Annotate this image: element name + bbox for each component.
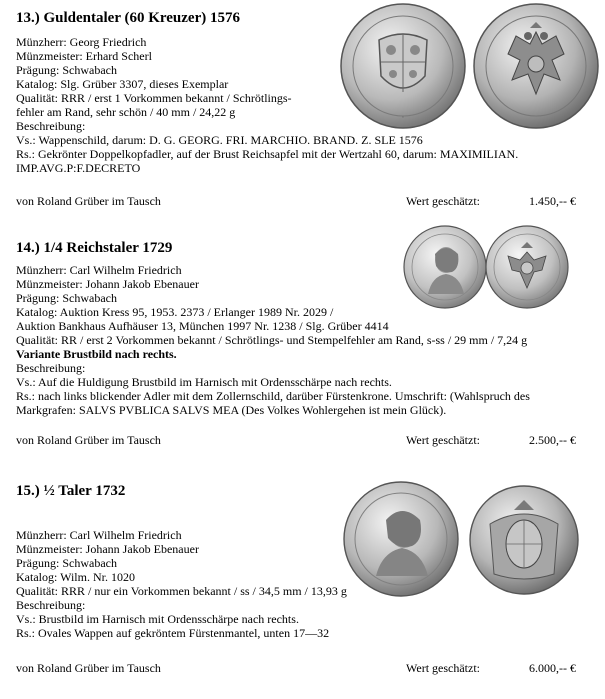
- entry-line: Qualität: RRR / erst 1 Vorkommen bekannt / Schrötlings-: [16, 91, 292, 105]
- entry-line: Qualität: RR / erst 2 Vorkommen bekannt / Schrötlings- und Stempelfehler am Rand, s-ss / 29 mm / 7,24 g: [16, 333, 528, 347]
- entry-line: Vs.: Wappenschild, darum: D. G. GEORG. FRI. MARCHIO. BRAND. Z. SLE 1576: [16, 133, 423, 147]
- entry-line: Münzherr: Georg Friedrich: [16, 35, 147, 49]
- value-amount: 2.500,-- €: [529, 433, 576, 447]
- eagle-coin-icon: [484, 224, 570, 310]
- entry-line: Katalog: Auktion Kress 95, 1953. 2373 / Erlanger 1989 Nr. 2029 /: [16, 305, 334, 319]
- entry-line: Münzmeister: Johann Jakob Ebenauer: [16, 277, 199, 291]
- double-eagle-coin-icon: [472, 2, 600, 130]
- entry-title: 14.) 1/4 Reichstaler 1729: [16, 240, 173, 256]
- entry-line: Rs.: Ovales Wappen auf gekröntem Fürstenmantel, unten 17—32: [16, 626, 330, 640]
- entry-line: Qualität: RRR / nur ein Vorkommen bekannt / ss / 34,5 mm / 13,93 g: [16, 584, 347, 598]
- entry-line: Münzmeister: Johann Jakob Ebenauer: [16, 542, 199, 556]
- svg-text:·: ·: [401, 113, 405, 122]
- portrait-coin-icon: [342, 480, 460, 598]
- oval-arms-coin-icon: [468, 484, 580, 596]
- coat-of-arms-coin-icon: [339, 2, 467, 130]
- portrait-coin-icon: [402, 224, 488, 310]
- entry-line: IMP.AVG.P:F.DECRETO: [16, 161, 141, 175]
- entry-line: Münzherr: Carl Wilhelm Friedrich: [16, 263, 182, 277]
- entry-title: 15.) ½ Taler 1732: [16, 483, 126, 499]
- entry-line: Beschreibung:: [16, 119, 86, 133]
- entry-line: Rs.: Gekrönter Doppelkopfadler, auf der Brust Reichsapfel mit der Wertzahl 60, darum: MAXIMILIAN.: [16, 147, 519, 161]
- source-text: von Roland Grüber im Tausch: [16, 433, 161, 447]
- entry-line: Prägung: Schwabach: [16, 291, 117, 305]
- entry-line: Markgrafen: SALVS PVBLICA SALVS MEA (Des Volkes Wohlergehen ist mein Glück).: [16, 403, 447, 417]
- value-label: Wert geschätzt:: [406, 433, 480, 447]
- entry-line: Katalog: Wilm. Nr. 1020: [16, 570, 135, 584]
- entry-line: Prägung: Schwabach: [16, 556, 117, 570]
- variant-note: Variante Brustbild nach rechts.: [16, 347, 177, 361]
- value-label: Wert geschätzt:: [406, 194, 480, 208]
- entry-line: fehler am Rand, sehr schön / 40 mm / 24,22 g: [16, 105, 236, 119]
- entry-line: Vs.: Brustbild im Harnisch mit Ordensschärpe nach rechts.: [16, 612, 299, 626]
- value-amount: 6.000,-- €: [529, 661, 576, 675]
- entry-line: Beschreibung:: [16, 361, 86, 375]
- entry-line: Katalog: Slg. Grüber 3307, dieses Exemplar: [16, 77, 229, 91]
- value-label: Wert geschätzt:: [406, 661, 480, 675]
- entry-line: Auktion Bankhaus Aufhäuser 13, München 1997 Nr. 1238 / Slg. Grüber 4414: [16, 319, 389, 333]
- entry-line: Prägung: Schwabach: [16, 63, 117, 77]
- entry-line: Rs.: nach links blickender Adler mit dem Zollernschild, darüber Fürstenkrone. Umschrift: (Wahlspruch des: [16, 389, 530, 403]
- entry-line: Beschreibung:: [16, 598, 86, 612]
- entry-line: Münzmeister: Erhard Scherl: [16, 49, 152, 63]
- entry-line: Vs.: Auf die Huldigung Brustbild im Harnisch mit Ordensschärpe nach rechts.: [16, 375, 392, 389]
- entry-line: Münzherr: Carl Wilhelm Friedrich: [16, 528, 182, 542]
- source-text: von Roland Grüber im Tausch: [16, 194, 161, 208]
- entry-title: 13.) Guldentaler (60 Kreuzer) 1576: [16, 10, 240, 26]
- value-amount: 1.450,-- €: [529, 194, 576, 208]
- source-text: von Roland Grüber im Tausch: [16, 661, 161, 675]
